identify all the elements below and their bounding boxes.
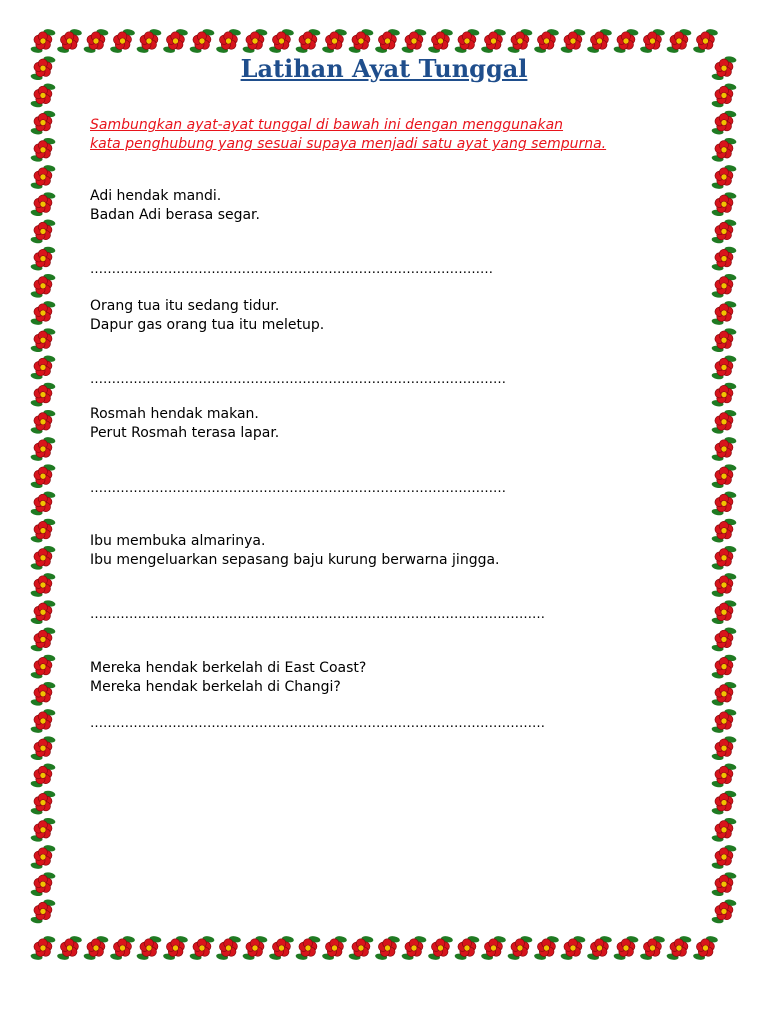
exercise-3-sentence-2: Perut Rosmah terasa lapar.: [90, 425, 280, 441]
red-flower-icon: [24, 868, 61, 901]
red-flower-icon: [24, 596, 61, 629]
red-flower-icon: [24, 242, 61, 275]
red-flower-icon: [130, 932, 167, 965]
red-flower-icon: [24, 678, 61, 711]
red-flower-icon: [501, 932, 538, 965]
red-flower-icon: [24, 378, 61, 411]
red-flower-icon: [395, 25, 432, 58]
red-flower-icon: [236, 932, 273, 965]
red-flower-icon: [554, 25, 591, 58]
red-flower-icon: [705, 433, 742, 466]
red-flower-icon: [705, 678, 742, 711]
red-flower-icon: [705, 759, 742, 792]
red-flower-icon: [705, 188, 742, 221]
red-flower-icon: [705, 542, 742, 575]
red-flower-icon: [316, 25, 353, 58]
red-flower-icon: [705, 732, 742, 765]
red-flower-icon: [51, 932, 88, 965]
red-flower-icon: [104, 932, 141, 965]
worksheet-title: Latihan Ayat Tunggal: [240, 54, 528, 83]
red-flower-icon: [634, 25, 671, 58]
red-flower-icon: [24, 732, 61, 765]
exercise-1: [90, 187, 690, 225]
red-flower-icon: [554, 932, 591, 965]
red-flower-icon: [24, 814, 61, 847]
exercise-4-sentence-2: Ibu mengeluarkan sepasang baju kurung berwarna jingga.: [90, 552, 500, 568]
exercise-5-sentence-1: Mereka hendak berkelah di East Coast?: [90, 660, 367, 676]
red-flower-icon: [705, 650, 742, 683]
red-flower-icon: [236, 25, 273, 58]
red-flower-icon: [263, 932, 300, 965]
exercise-1-answer-line[interactable]: …………………………………………………………………………………: [90, 262, 493, 277]
red-flower-icon: [183, 932, 220, 965]
red-flower-icon: [395, 932, 432, 965]
exercise-5: [90, 659, 690, 697]
red-flower-icon: [705, 623, 742, 656]
red-flower-icon: [24, 188, 61, 221]
red-flower-icon: [369, 25, 406, 58]
red-flower-icon: [369, 932, 406, 965]
red-flower-icon: [24, 351, 61, 384]
red-flower-icon: [24, 514, 61, 547]
red-flower-icon: [24, 25, 61, 58]
red-flower-icon: [705, 895, 742, 928]
red-flower-icon: [501, 25, 538, 58]
red-flower-icon: [24, 324, 61, 357]
red-flower-icon: [263, 25, 300, 58]
red-flower-icon: [24, 433, 61, 466]
red-flower-icon: [104, 25, 141, 58]
red-flower-icon: [24, 406, 61, 439]
red-flower-icon: [77, 25, 114, 58]
red-flower-icon: [24, 161, 61, 194]
red-flower-icon: [24, 542, 61, 575]
red-flower-icon: [183, 25, 220, 58]
red-flower-icon: [24, 932, 61, 965]
red-flower-icon: [705, 270, 742, 303]
exercise-4-sentence-1: Ibu membuka almarinya.: [90, 533, 266, 549]
red-flower-icon: [448, 25, 485, 58]
red-flower-icon: [705, 351, 742, 384]
red-flower-icon: [51, 25, 88, 58]
red-flower-icon: [210, 25, 247, 58]
red-flower-icon: [24, 841, 61, 874]
red-flower-icon: [24, 650, 61, 683]
exercise-1-sentence-2: Badan Adi berasa segar.: [90, 207, 260, 223]
instruction-line-1: Sambungkan ayat-ayat tunggal di bawah ini dengan menggunakan: [90, 117, 564, 133]
red-flower-icon: [705, 514, 742, 547]
red-flower-icon: [687, 932, 724, 965]
exercise-4: [90, 532, 690, 570]
red-flower-icon: [705, 297, 742, 330]
red-flower-icon: [24, 270, 61, 303]
red-flower-icon: [705, 705, 742, 738]
exercise-3: [90, 405, 690, 443]
exercise-5-answer-line[interactable]: ……………………………………………………………………………………………: [90, 716, 545, 731]
red-flower-icon: [422, 25, 459, 58]
exercise-2-sentence-1: Orang tua itu sedang tidur.: [90, 298, 280, 314]
red-flower-icon: [24, 134, 61, 167]
red-flower-icon: [342, 25, 379, 58]
red-flower-icon: [705, 242, 742, 275]
red-flower-icon: [289, 932, 326, 965]
red-flower-icon: [130, 25, 167, 58]
red-flower-icon: [705, 596, 742, 629]
red-flower-icon: [634, 932, 671, 965]
red-flower-icon: [210, 932, 247, 965]
red-flower-icon: [705, 569, 742, 602]
red-flower-icon: [316, 932, 353, 965]
red-flower-icon: [475, 25, 512, 58]
exercise-2-sentence-2: Dapur gas orang tua itu meletup.: [90, 317, 325, 333]
red-flower-icon: [24, 460, 61, 493]
red-flower-icon: [660, 25, 697, 58]
red-flower-icon: [24, 297, 61, 330]
red-flower-icon: [24, 79, 61, 112]
red-flower-icon: [289, 25, 326, 58]
red-flower-icon: [342, 932, 379, 965]
red-flower-icon: [528, 932, 565, 965]
red-flower-icon: [705, 79, 742, 112]
red-flower-icon: [24, 786, 61, 819]
exercise-3-answer-line[interactable]: ……………………………………………………………………………………: [90, 481, 506, 496]
red-flower-icon: [528, 25, 565, 58]
red-flower-icon: [705, 841, 742, 874]
exercise-2-answer-line[interactable]: ……………………………………………………………………………………: [90, 372, 506, 387]
red-flower-icon: [448, 932, 485, 965]
red-flower-icon: [705, 161, 742, 194]
red-flower-icon: [705, 378, 742, 411]
red-flower-icon: [24, 759, 61, 792]
red-flower-icon: [705, 487, 742, 520]
exercise-3-sentence-1: Rosmah hendak makan.: [90, 406, 259, 422]
instruction-line-2: kata penghubung yang sesuai supaya menjadi satu ayat yang sempurna.: [90, 136, 607, 152]
red-flower-icon: [77, 932, 114, 965]
red-flower-icon: [705, 814, 742, 847]
red-flower-icon: [705, 786, 742, 819]
red-flower-icon: [157, 932, 194, 965]
red-flower-icon: [660, 932, 697, 965]
instruction-text: [90, 116, 730, 154]
red-flower-icon: [475, 932, 512, 965]
red-flower-icon: [607, 25, 644, 58]
exercise-1-sentence-1: Adi hendak mandi.: [90, 188, 222, 204]
red-flower-icon: [687, 25, 724, 58]
red-flower-icon: [157, 25, 194, 58]
exercise-2: [90, 297, 690, 335]
red-flower-icon: [607, 932, 644, 965]
red-flower-icon: [422, 932, 459, 965]
red-flower-icon: [705, 215, 742, 248]
red-flower-icon: [24, 895, 61, 928]
red-flower-icon: [24, 487, 61, 520]
exercise-5-sentence-2: Mereka hendak berkelah di Changi?: [90, 679, 341, 695]
exercise-4-answer-line[interactable]: ……………………………………………………………………………………………: [90, 607, 545, 622]
red-flower-icon: [705, 406, 742, 439]
red-flower-icon: [24, 705, 61, 738]
red-flower-icon: [705, 460, 742, 493]
red-flower-icon: [705, 324, 742, 357]
red-flower-icon: [24, 106, 61, 139]
red-flower-icon: [705, 868, 742, 901]
red-flower-icon: [24, 569, 61, 602]
red-flower-icon: [581, 932, 618, 965]
red-flower-icon: [24, 623, 61, 656]
red-flower-icon: [24, 215, 61, 248]
red-flower-icon: [581, 25, 618, 58]
